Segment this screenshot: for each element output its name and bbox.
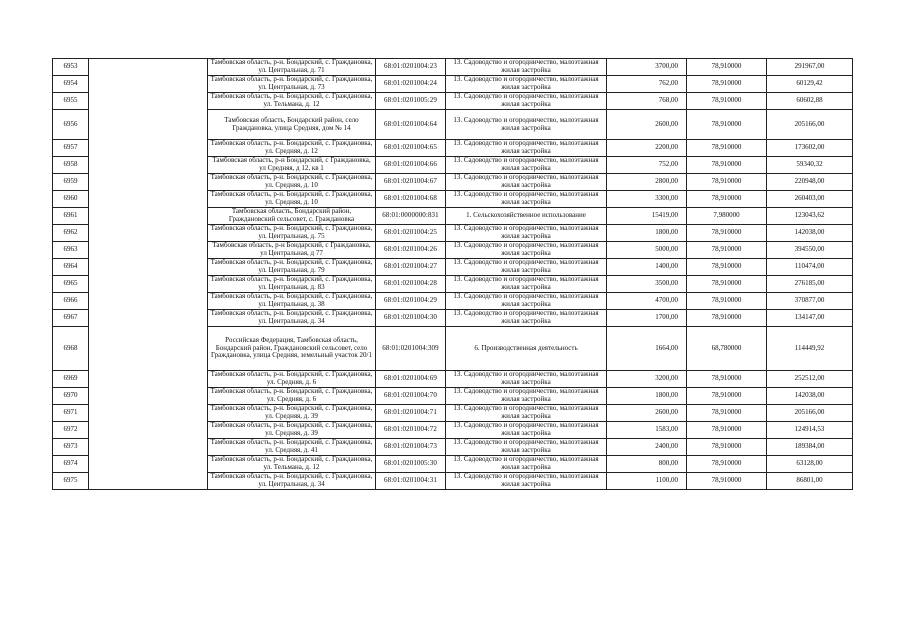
- table-row: [53, 208, 853, 225]
- spacer-cell: [89, 388, 208, 405]
- cadastral-value-cell: 370877,00: [767, 293, 853, 310]
- rate-cell: 78,910000: [687, 388, 767, 405]
- rate-cell: 78,910000: [687, 93, 767, 110]
- area-cell: 1664,00: [607, 327, 687, 371]
- table-row: [53, 473, 853, 490]
- row-number-cell: 6971: [53, 405, 89, 422]
- cadastral-number-cell: 68:01:0201004:67: [376, 174, 446, 191]
- cadastral-value-cell: 124914,53: [767, 422, 853, 439]
- address-cell: Российская Федерация, Тамбовская область, Бондарский район, Граждановский сельсовет, село Граждановка, улица Средняя, земельный участок 20/1: [208, 327, 376, 371]
- cadastral-number-cell: 68:01:0201004:31: [376, 473, 446, 490]
- table-row: [53, 310, 853, 327]
- cadastral-value-cell: 114449,92: [767, 327, 853, 371]
- cadastral-number-cell: 68:01:0000000:831: [376, 208, 446, 225]
- table-row: [53, 59, 853, 76]
- address-cell: Тамбовская область, р-н Бондарский, с Граждановка, ул Средняя, д 12, кв 1: [208, 157, 376, 174]
- spacer-cell: [89, 293, 208, 310]
- land-use-cell: 13. Садоводство и огородничество, малоэтажная жилая застройка: [446, 388, 607, 405]
- table-row: [53, 76, 853, 93]
- row-number-cell: 6966: [53, 293, 89, 310]
- cadastral-value-cell: 394550,00: [767, 242, 853, 259]
- land-use-cell: 13. Садоводство и огородничество, малоэтажная жилая застройка: [446, 259, 607, 276]
- area-cell: 2800,00: [607, 174, 687, 191]
- cadastral-number-cell: 68:01:0201005:29: [376, 93, 446, 110]
- area-cell: 1100,00: [607, 473, 687, 490]
- cadastral-value-cell: 142038,00: [767, 225, 853, 242]
- rate-cell: 78,910000: [687, 59, 767, 76]
- table-row: [53, 140, 853, 157]
- cadastral-value-cell: 110474,00: [767, 259, 853, 276]
- area-cell: 1800,00: [607, 388, 687, 405]
- cadastral-value-cell: 63128,00: [767, 456, 853, 473]
- land-use-cell: 13. Садоводство и огородничество, малоэтажная жилая застройка: [446, 276, 607, 293]
- cadastral-number-cell: 68:01:0201004:309: [376, 327, 446, 371]
- parcel-table: [52, 58, 853, 490]
- cadastral-number-cell: 68:01:0201004:71: [376, 405, 446, 422]
- address-cell: Тамбовская область, р-н Бондарский, с Граждановка, ул Центральная, д 77: [208, 242, 376, 259]
- table-row: [53, 405, 853, 422]
- spacer-cell: [89, 110, 208, 140]
- area-cell: 1800,00: [607, 225, 687, 242]
- rate-cell: 78,910000: [687, 174, 767, 191]
- land-use-cell: 13. Садоводство и огородничество, малоэтажная жилая застройка: [446, 439, 607, 456]
- rate-cell: 78,910000: [687, 157, 767, 174]
- cadastral-number-cell: 68:01:0201004:24: [376, 76, 446, 93]
- spacer-cell: [89, 93, 208, 110]
- table-row: [53, 456, 853, 473]
- area-cell: 5000,00: [607, 242, 687, 259]
- area-cell: 3500,00: [607, 276, 687, 293]
- row-number-cell: 6957: [53, 140, 89, 157]
- spacer-cell: [89, 225, 208, 242]
- spacer-cell: [89, 259, 208, 276]
- row-number-cell: 6960: [53, 191, 89, 208]
- cadastral-value-cell: 220948,00: [767, 174, 853, 191]
- rate-cell: 78,910000: [687, 371, 767, 388]
- address-cell: Тамбовская область, р-н. Бондарский, с. Граждановка, ул. Средняя, д. 12: [208, 140, 376, 157]
- spacer-cell: [89, 242, 208, 259]
- row-number-cell: 6963: [53, 242, 89, 259]
- spacer-cell: [89, 439, 208, 456]
- cadastral-number-cell: 68:01:0201004:70: [376, 388, 446, 405]
- spacer-cell: [89, 327, 208, 371]
- land-use-cell: 13. Садоводство и огородничество, малоэтажная жилая застройка: [446, 293, 607, 310]
- rate-cell: 78,910000: [687, 110, 767, 140]
- land-use-cell: 13. Садоводство и огородничество, малоэтажная жилая застройка: [446, 242, 607, 259]
- area-cell: 2200,00: [607, 140, 687, 157]
- row-number-cell: 6969: [53, 371, 89, 388]
- land-use-cell: 13. Садоводство и огородничество, малоэтажная жилая застройка: [446, 225, 607, 242]
- rate-cell: 78,910000: [687, 422, 767, 439]
- cadastral-number-cell: 68:01:0201004:25: [376, 225, 446, 242]
- area-cell: 2400,00: [607, 439, 687, 456]
- rate-cell: 7,980000: [687, 208, 767, 225]
- rate-cell: 78,910000: [687, 473, 767, 490]
- spacer-cell: [89, 191, 208, 208]
- spacer-cell: [89, 174, 208, 191]
- area-cell: 2600,00: [607, 110, 687, 140]
- cadastral-value-cell: 205166,00: [767, 405, 853, 422]
- rate-cell: 78,910000: [687, 439, 767, 456]
- cadastral-number-cell: 68:01:0201004:23: [376, 59, 446, 76]
- address-cell: Тамбовская область, р-н. Бондарский, с. Граждановка, ул. Центральная, д. 34: [208, 310, 376, 327]
- area-cell: 4700,00: [607, 293, 687, 310]
- row-number-cell: 6961: [53, 208, 89, 225]
- row-number-cell: 6965: [53, 276, 89, 293]
- table-row: [53, 93, 853, 110]
- land-use-cell: 13. Садоводство и огородничество, малоэтажная жилая застройка: [446, 473, 607, 490]
- area-cell: 3200,00: [607, 371, 687, 388]
- cadastral-value-cell: 123043,62: [767, 208, 853, 225]
- table-row: [53, 174, 853, 191]
- area-cell: 800,00: [607, 456, 687, 473]
- land-use-cell: 13. Садоводство и огородничество, малоэтажная жилая застройка: [446, 191, 607, 208]
- land-use-cell: 13. Садоводство и огородничество, малоэтажная жилая застройка: [446, 456, 607, 473]
- row-number-cell: 6970: [53, 388, 89, 405]
- cadastral-value-cell: 173602,00: [767, 140, 853, 157]
- spacer-cell: [89, 276, 208, 293]
- rate-cell: 78,910000: [687, 310, 767, 327]
- address-cell: Тамбовская область, р-н. Бондарский, с. Граждановка, ул. Средняя, д. 10: [208, 191, 376, 208]
- row-number-cell: 6954: [53, 76, 89, 93]
- land-use-cell: 13. Садоводство и огородничество, малоэтажная жилая застройка: [446, 76, 607, 93]
- table-row: [53, 259, 853, 276]
- cadastral-value-cell: 205166,00: [767, 110, 853, 140]
- row-number-cell: 6973: [53, 439, 89, 456]
- spacer-cell: [89, 59, 208, 76]
- row-number-cell: 6953: [53, 59, 89, 76]
- rate-cell: 78,910000: [687, 259, 767, 276]
- cadastral-number-cell: 68:01:0201004:68: [376, 191, 446, 208]
- table-row: [53, 110, 853, 140]
- area-cell: 1400,00: [607, 259, 687, 276]
- area-cell: 752,00: [607, 157, 687, 174]
- table-row: [53, 157, 853, 174]
- land-use-cell: 13. Садоводство и огородничество, малоэтажная жилая застройка: [446, 405, 607, 422]
- spacer-cell: [89, 422, 208, 439]
- rate-cell: 78,910000: [687, 242, 767, 259]
- cadastral-value-cell: 134147,00: [767, 310, 853, 327]
- address-cell: Тамбовская область, р-н. Бондарский, с. Граждановка, ул. Центральная, д. 34: [208, 473, 376, 490]
- rate-cell: 78,910000: [687, 293, 767, 310]
- land-use-cell: 13. Садоводство и огородничество, малоэтажная жилая застройка: [446, 59, 607, 76]
- cadastral-value-cell: 60602,88: [767, 93, 853, 110]
- cadastral-value-cell: 86801,00: [767, 473, 853, 490]
- row-number-cell: 6972: [53, 422, 89, 439]
- cadastral-value-cell: 291967,00: [767, 59, 853, 76]
- land-use-cell: 13. Садоводство и огородничество, малоэтажная жилая застройка: [446, 174, 607, 191]
- table-row: [53, 388, 853, 405]
- spacer-cell: [89, 310, 208, 327]
- cadastral-number-cell: 68:01:0201004:26: [376, 242, 446, 259]
- cadastral-number-cell: 68:01:0201004:27: [376, 259, 446, 276]
- cadastral-value-cell: 252512,00: [767, 371, 853, 388]
- address-cell: Тамбовская область, р-н. Бондарский, с. Граждановка, ул. Средняя, д. 41: [208, 439, 376, 456]
- address-cell: Тамбовская область, р-н. Бондарский, с. Граждановка, ул. Средняя, д. 10: [208, 174, 376, 191]
- cadastral-number-cell: 68:01:0201004:30: [376, 310, 446, 327]
- area-cell: 768,00: [607, 93, 687, 110]
- rate-cell: 78,910000: [687, 456, 767, 473]
- address-cell: Тамбовская область, р-н. Бондарский, с. Граждановка, ул. Средняя, д. 6: [208, 371, 376, 388]
- row-number-cell: 6974: [53, 456, 89, 473]
- rate-cell: 78,910000: [687, 276, 767, 293]
- address-cell: Тамбовская область, р-н. Бондарский, с. Граждановка, ул. Центральная, д. 38: [208, 293, 376, 310]
- row-number-cell: 6975: [53, 473, 89, 490]
- cadastral-value-cell: 59340,32: [767, 157, 853, 174]
- table-row: [53, 422, 853, 439]
- table-row: [53, 191, 853, 208]
- cadastral-number-cell: 68:01:0201004:28: [376, 276, 446, 293]
- land-use-cell: 13. Садоводство и огородничество, малоэтажная жилая застройка: [446, 157, 607, 174]
- address-cell: Тамбовская область, р-н. Бондарский, с. Граждановка, ул. Центральная, д. 75: [208, 225, 376, 242]
- land-use-cell: 13. Садоводство и огородничество, малоэтажная жилая застройка: [446, 140, 607, 157]
- spacer-cell: [89, 456, 208, 473]
- area-cell: 3300,00: [607, 191, 687, 208]
- cadastral-number-cell: 68:01:0201004:65: [376, 140, 446, 157]
- spacer-cell: [89, 157, 208, 174]
- land-use-cell: 13. Садоводство и огородничество, малоэтажная жилая застройка: [446, 371, 607, 388]
- area-cell: 2600,00: [607, 405, 687, 422]
- address-cell: Тамбовская область, р-н. Бондарский, с. Граждановка, ул. Тельмана, д. 12: [208, 93, 376, 110]
- row-number-cell: 6962: [53, 225, 89, 242]
- table-body: [53, 59, 853, 490]
- row-number-cell: 6967: [53, 310, 89, 327]
- cadastral-value-cell: 260403,00: [767, 191, 853, 208]
- row-number-cell: 6968: [53, 327, 89, 371]
- area-cell: 762,00: [607, 76, 687, 93]
- spacer-cell: [89, 473, 208, 490]
- table-row: [53, 293, 853, 310]
- table-row: [53, 242, 853, 259]
- address-cell: Тамбовская область, р-н. Бондарский, с. Граждановка, ул. Центральная, д. 73: [208, 76, 376, 93]
- address-cell: Тамбовская область, Бондарский район, село Граждановка, улица Средняя, дом № 14: [208, 110, 376, 140]
- cadastral-number-cell: 68:01:0201004:29: [376, 293, 446, 310]
- cadastral-value-cell: 60129,42: [767, 76, 853, 93]
- land-use-cell: 13. Садоводство и огородничество, малоэтажная жилая застройка: [446, 422, 607, 439]
- area-cell: 1583,00: [607, 422, 687, 439]
- table-row: [53, 371, 853, 388]
- spacer-cell: [89, 76, 208, 93]
- spacer-cell: [89, 140, 208, 157]
- area-cell: 1700,00: [607, 310, 687, 327]
- rate-cell: 68,780000: [687, 327, 767, 371]
- cadastral-number-cell: 68:01:0201004:72: [376, 422, 446, 439]
- row-number-cell: 6955: [53, 93, 89, 110]
- land-use-cell: 13. Садоводство и огородничество, малоэтажная жилая застройка: [446, 310, 607, 327]
- rate-cell: 78,910000: [687, 140, 767, 157]
- rate-cell: 78,910000: [687, 225, 767, 242]
- row-number-cell: 6959: [53, 174, 89, 191]
- cadastral-number-cell: 68:01:0201005:30: [376, 456, 446, 473]
- table-row: [53, 327, 853, 371]
- cadastral-number-cell: 68:01:0201004:64: [376, 110, 446, 140]
- rate-cell: 78,910000: [687, 76, 767, 93]
- area-cell: 3700,00: [607, 59, 687, 76]
- address-cell: Тамбовская область, р-н. Бондарский, с. Граждановка, ул. Центральная, д. 83: [208, 276, 376, 293]
- spacer-cell: [89, 371, 208, 388]
- rate-cell: 78,910000: [687, 191, 767, 208]
- table-row: [53, 225, 853, 242]
- address-cell: Тамбовская область, р-н. Бондарский, с. Граждановка, ул. Тельмана, д. 12: [208, 456, 376, 473]
- cadastral-value-cell: 189384,00: [767, 439, 853, 456]
- table-row: [53, 439, 853, 456]
- table-row: [53, 276, 853, 293]
- cadastral-number-cell: 68:01:0201004:69: [376, 371, 446, 388]
- address-cell: Тамбовская область, р-н. Бондарский, с. Граждановка, ул. Центральная, д. 79: [208, 259, 376, 276]
- land-use-cell: 13. Садоводство и огородничество, малоэтажная жилая застройка: [446, 93, 607, 110]
- rate-cell: 78,910000: [687, 405, 767, 422]
- cadastral-value-cell: 276185,00: [767, 276, 853, 293]
- row-number-cell: 6958: [53, 157, 89, 174]
- land-use-cell: 6. Производственная деятельность: [446, 327, 607, 371]
- spacer-cell: [89, 405, 208, 422]
- cadastral-number-cell: 68:01:0201004:73: [376, 439, 446, 456]
- spacer-cell: [89, 208, 208, 225]
- area-cell: 15419,00: [607, 208, 687, 225]
- address-cell: Тамбовская область, р-н. Бондарский, с. Граждановка, ул. Средняя, д. 39: [208, 405, 376, 422]
- address-cell: Тамбовская область, р-н. Бондарский, с. Граждановка, ул. Средняя, д. 39: [208, 422, 376, 439]
- land-use-cell: 1. Сельскохозяйственное использование: [446, 208, 607, 225]
- address-cell: Тамбовская область, р-н. Бондарский, с. Граждановка, ул. Центральная, д. 71: [208, 59, 376, 76]
- cadastral-number-cell: 68:01:0201004:66: [376, 157, 446, 174]
- row-number-cell: 6964: [53, 259, 89, 276]
- cadastral-value-cell: 142038,00: [767, 388, 853, 405]
- address-cell: Тамбовская область, р-н. Бондарский, с. Граждановка, ул. Средняя, д. 6: [208, 388, 376, 405]
- land-use-cell: 13. Садоводство и огородничество, малоэтажная жилая застройка: [446, 110, 607, 140]
- address-cell: Тамбовская область, Бондарский район, Граждановский сельсовет, с. Граждановка: [208, 208, 376, 225]
- row-number-cell: 6956: [53, 110, 89, 140]
